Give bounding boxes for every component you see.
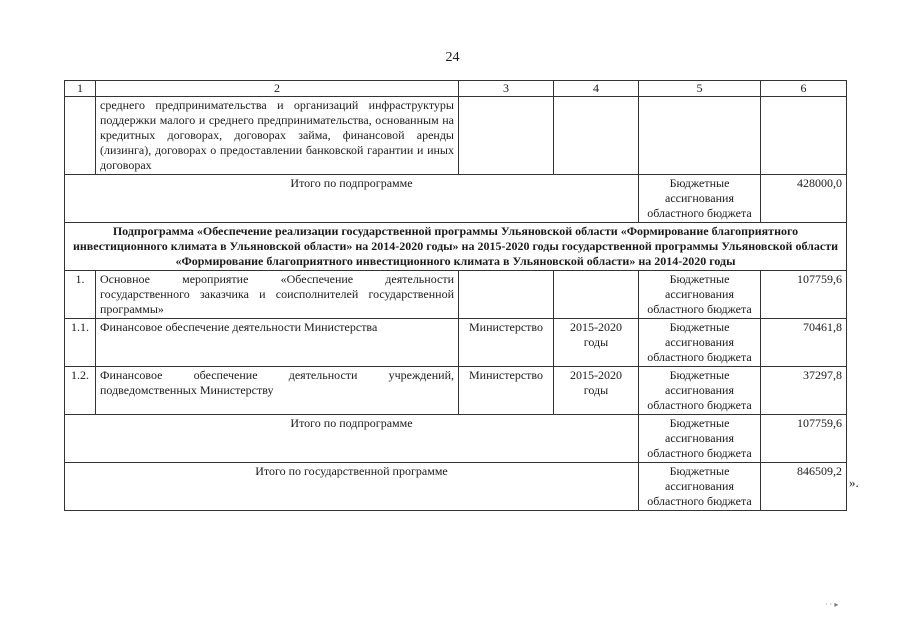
scan-specks: · · ▸ [825, 600, 839, 609]
table-row [65, 367, 847, 415]
row-name: Финансовое обеспечение деятельности учреждений, подведомственных Министерству [96, 367, 459, 415]
table-row-continued [65, 97, 847, 175]
column-header: 1 [65, 81, 96, 97]
total-source: Бюджетные ассигнования областного бюджета [639, 175, 761, 223]
column-header: 2 [96, 81, 459, 97]
column-header: 4 [554, 81, 639, 97]
row-source-cell [639, 97, 761, 175]
program-total-amount: 846509,2 [761, 463, 847, 511]
closing-quote-mark: ». [849, 475, 859, 490]
subprogram-total-row [65, 415, 847, 463]
program-total-source: Бюджетные ассигнования областного бюджета [639, 463, 761, 511]
row-name-cell: среднего предпринимательства и организаций инфраструктуры поддержки малого и среднего предпринимательства, основанным на кредитных договорах, договорах займа, финансовой аренды (лизинга), договорах о предоставлении банковской гарантии и иных договорах [96, 97, 459, 175]
row-number: 1.2. [65, 367, 96, 415]
row-period: 2015-2020 годы [554, 367, 639, 415]
total-amount: 428000,0 [761, 175, 847, 223]
total-label: Итого по подпрограмме [65, 175, 639, 223]
program-total-row [65, 463, 847, 511]
row-name: Основное мероприятие «Обеспечение деятельности государственного заказчика и соисполнителей государственной программы» [96, 271, 459, 319]
row-executor [459, 271, 554, 319]
row-source: Бюджетные ассигнования областного бюджета [639, 319, 761, 367]
subprogram-title: Подпрограмма «Обеспечение реализации государственной программы Ульяновской области «Формирование благоприятного инвестиционного климата в Ульяновской области» на 2014-2020 годы» на 2015-2020 годы государственной программы Ульяновской области «Формирование благоприятного инвестиционного климата в Ульяновской области» на 2014-2020 годы [65, 223, 847, 271]
page-number: 24 [445, 50, 460, 65]
row-source: Бюджетные ассигнования областного бюджета [639, 367, 761, 415]
subprogram-title-row [65, 223, 847, 271]
budget-table [64, 80, 847, 511]
program-total-label: Итого по государственной программе [65, 463, 639, 511]
row-executor: Министерство [459, 319, 554, 367]
column-header: 3 [459, 81, 554, 97]
row-executor: Министерство [459, 367, 554, 415]
total-label: Итого по подпрограмме [65, 415, 639, 463]
row-period: 2015-2020 годы [554, 319, 639, 367]
row-amount: 107759,6 [761, 271, 847, 319]
row-source: Бюджетные ассигнования областного бюджета [639, 271, 761, 319]
row-period-cell [554, 97, 639, 175]
subprogram-total-row [65, 175, 847, 223]
total-amount: 107759,6 [761, 415, 847, 463]
row-period [554, 271, 639, 319]
column-header: 5 [639, 81, 761, 97]
table-row [65, 271, 847, 319]
table-header-row [65, 81, 847, 97]
total-source: Бюджетные ассигнования областного бюджета [639, 415, 761, 463]
row-number: 1. [65, 271, 96, 319]
column-header: 6 [761, 81, 847, 97]
row-name: Финансовое обеспечение деятельности Министерства [96, 319, 459, 367]
table-row [65, 319, 847, 367]
row-amount: 70461,8 [761, 319, 847, 367]
row-number: 1.1. [65, 319, 96, 367]
row-executor-cell [459, 97, 554, 175]
row-amount: 37297,8 [761, 367, 847, 415]
row-number-cell [65, 97, 96, 175]
row-amount-cell [761, 97, 847, 175]
